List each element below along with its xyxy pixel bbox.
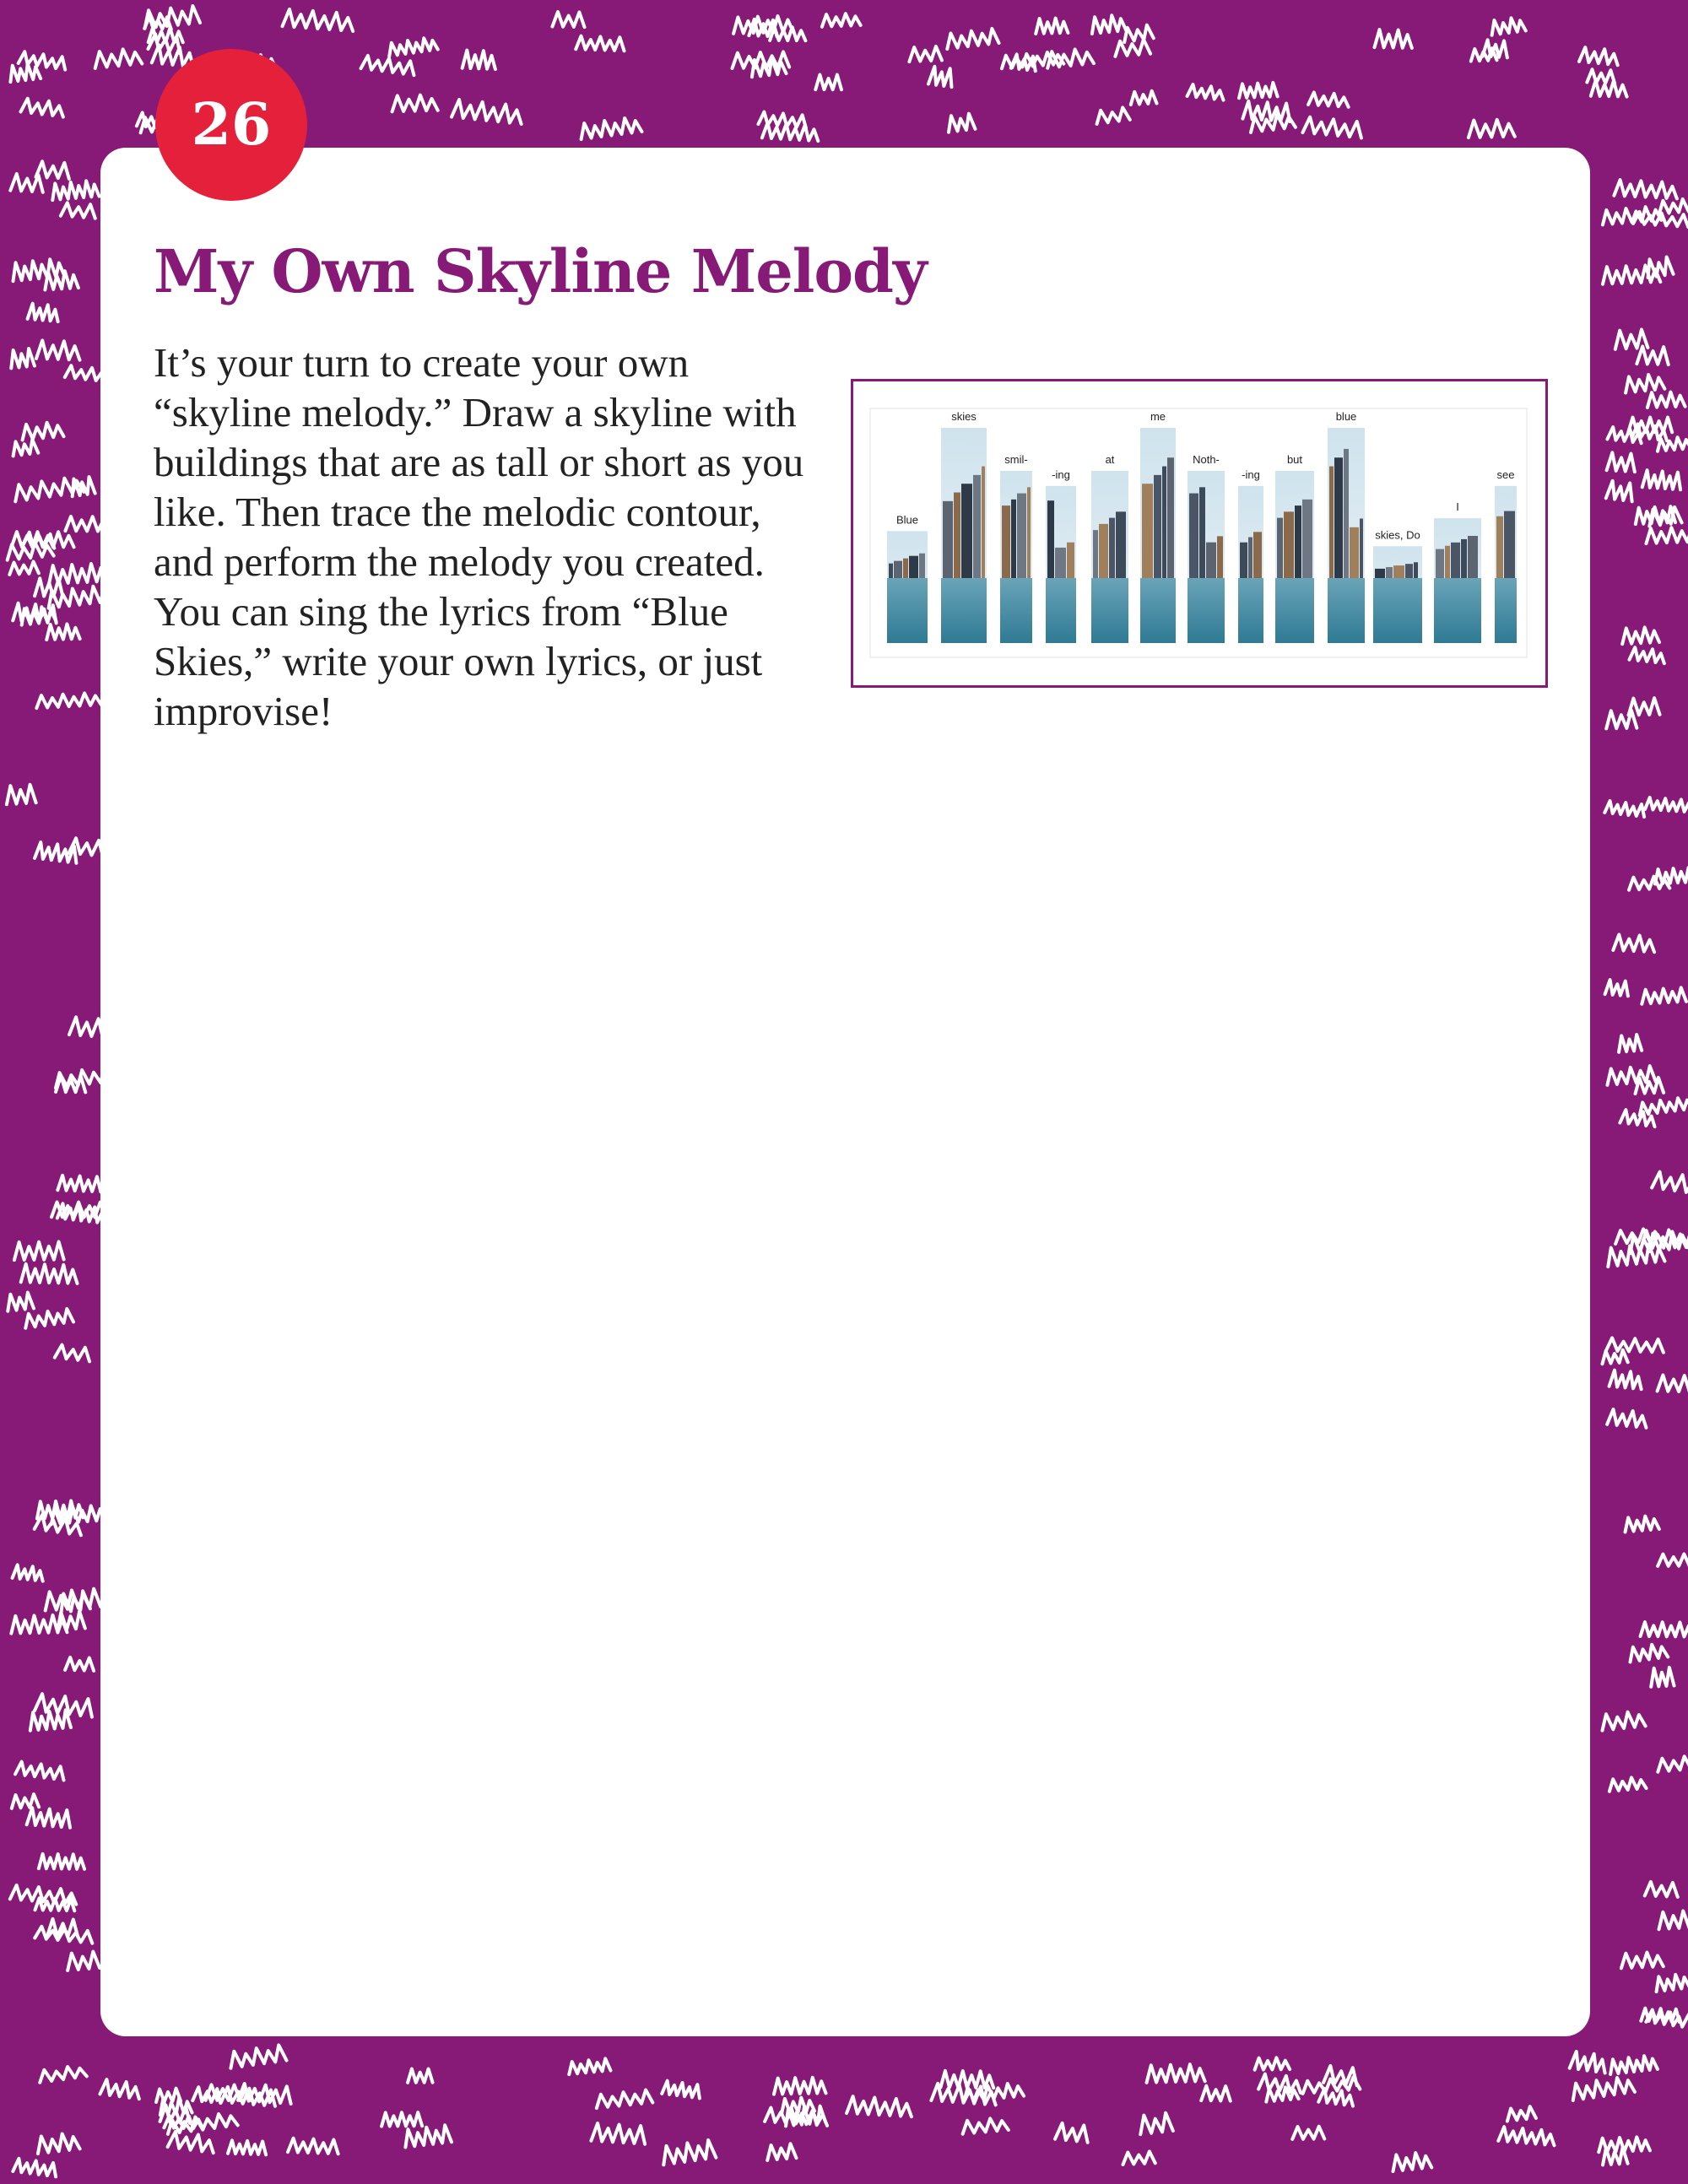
zigzag-squiggle [1618, 1035, 1642, 1052]
skyline-melody-figure [851, 379, 1548, 688]
building [1277, 518, 1283, 578]
skyline-bar [1188, 453, 1225, 643]
zigzag-squiggle [1392, 2151, 1432, 2171]
building [1468, 536, 1478, 578]
building [1393, 565, 1404, 578]
zigzag-squiggle [100, 2079, 141, 2099]
building [903, 559, 908, 578]
bar-lyric-label: skies [951, 410, 977, 423]
building [1240, 543, 1247, 578]
zigzag-squiggle [46, 624, 80, 640]
zigzag-squiggle [1238, 83, 1277, 98]
zigzag-squiggle [29, 1710, 71, 1731]
zigzag-squiggle [1254, 2057, 1290, 2070]
zigzag-squiggle [15, 1761, 65, 1781]
zigzag-squiggle [283, 8, 354, 31]
zigzag-squiggle [61, 203, 96, 219]
building [1206, 543, 1216, 578]
zigzag-squiggle [12, 439, 39, 456]
building [1375, 569, 1385, 578]
zigzag-squiggle [9, 349, 35, 369]
zigzag-squiggle [1658, 1375, 1688, 1392]
zigzag-squiggle [847, 2096, 912, 2116]
zigzag-squiggle [1629, 647, 1665, 664]
skyline-bar [1000, 453, 1032, 643]
zigzag-squiggle [1645, 1882, 1679, 1897]
building [1461, 539, 1467, 578]
bar-water [1238, 578, 1263, 643]
zigzag-squiggle [27, 1808, 72, 1828]
zigzag-squiggle [21, 421, 63, 440]
bar-water [1188, 578, 1225, 643]
zigzag-squiggle [576, 35, 625, 51]
zigzag-squiggle [36, 340, 80, 359]
zigzag-squiggle [1114, 39, 1150, 57]
building [1167, 457, 1174, 578]
zigzag-squiggle [1123, 2151, 1155, 2165]
zigzag-squiggle [1647, 392, 1685, 408]
zigzag-squiggle [1606, 711, 1637, 729]
building [1386, 567, 1393, 578]
zigzag-squiggle [1308, 92, 1349, 107]
zigzag-squiggle [35, 1898, 75, 1911]
zigzag-squiggle [38, 2064, 86, 2082]
building [973, 475, 981, 578]
zigzag-squiggle [766, 2143, 797, 2160]
bar-lyric-label: me [1150, 410, 1166, 423]
zigzag-squiggle [1628, 418, 1672, 433]
building [1002, 505, 1010, 578]
zigzag-squiggle [1635, 1078, 1664, 1094]
building [1217, 536, 1223, 578]
building [1414, 562, 1418, 578]
zigzag-squiggle [579, 116, 641, 139]
skyline-bar [1046, 468, 1076, 643]
building [1248, 538, 1252, 578]
building [1405, 564, 1413, 578]
bar-lyric-label: Blue [895, 513, 919, 527]
building [1067, 543, 1074, 578]
zigzag-squiggle [44, 270, 78, 289]
building [982, 467, 985, 578]
zigzag-squiggle [24, 1308, 73, 1327]
zigzag-squiggle [9, 561, 39, 575]
skyline-bar [887, 513, 928, 643]
zigzag-squiggle [1657, 435, 1688, 451]
zigzag-squiggle [1123, 24, 1154, 42]
bar-water [1275, 578, 1314, 643]
zigzag-squiggle [770, 27, 805, 41]
bar-lyric-label: see [1496, 468, 1515, 481]
zigzag-squiggle [1096, 107, 1130, 124]
zigzag-squiggle [781, 2097, 814, 2114]
building [1350, 527, 1359, 578]
bar-water [1046, 578, 1076, 643]
zigzag-squiggle [1090, 14, 1126, 34]
zigzag-squiggle [11, 1794, 39, 1808]
building [1027, 487, 1031, 578]
building [1360, 518, 1363, 578]
zigzag-squiggle [1642, 470, 1682, 489]
zigzag-squiggle [155, 2088, 181, 2102]
instructions-text: It’s your turn to create your own “skyline melody.” Draw a skyline with buildings that are as tall or short as you like. Then trace the melodic contour, and perform the melody you created. You can sing the lyrics from “Blue Skies,” write your own lyrics, or just improvise! [154, 339, 804, 734]
zigzag-squiggle [1658, 1910, 1688, 1929]
bar-lyric-label: at [1105, 453, 1115, 466]
zigzag-squiggle [228, 2140, 267, 2154]
zigzag-squiggle [1470, 48, 1496, 62]
building [1055, 548, 1066, 578]
zigzag-squiggle [55, 1344, 91, 1361]
zigzag-squiggle [452, 99, 523, 124]
building [1504, 511, 1515, 578]
zigzag-squiggle [928, 66, 954, 87]
zigzag-squiggle [20, 98, 64, 117]
building [1329, 467, 1334, 578]
zigzag-squiggle [1055, 2122, 1090, 2143]
building [1284, 511, 1294, 578]
building [1302, 500, 1312, 578]
zigzag-squiggle [381, 2112, 422, 2126]
bar-lyric-label: -ing [1052, 468, 1070, 481]
zigzag-squiggle [1579, 47, 1619, 66]
zigzag-squiggle [1621, 627, 1659, 645]
zigzag-squiggle [36, 161, 70, 179]
bar-water [1000, 578, 1032, 643]
zigzag-squiggle [168, 2131, 216, 2153]
zigzag-squiggle [392, 95, 438, 111]
building [1047, 500, 1054, 578]
zigzag-squiggle [65, 1657, 94, 1671]
zigzag-squiggle [909, 46, 942, 62]
zigzag-squiggle [1605, 980, 1630, 997]
bar-lyric-label: Noth- [1193, 453, 1220, 466]
zigzag-squiggle [67, 1951, 100, 1970]
zigzag-squiggle [591, 2123, 646, 2144]
bar-water [1373, 578, 1422, 643]
zigzag-squiggle [1657, 1756, 1688, 1772]
zigzag-squiggle [1139, 2112, 1173, 2134]
building [1154, 475, 1161, 578]
zigzag-squiggle [1628, 876, 1669, 890]
bar-lyric-label: -ing [1242, 468, 1260, 481]
zigzag-squiggle [13, 1565, 45, 1581]
zigzag-squiggle [403, 2125, 452, 2148]
zigzag-squiggle [408, 2068, 433, 2082]
zigzag-squiggle [1607, 1409, 1647, 1428]
zigzag-squiggle [1646, 526, 1688, 543]
building [1017, 494, 1026, 578]
zigzag-squiggle [821, 13, 860, 26]
zigzag-squiggle [1641, 1622, 1688, 1637]
zigzag-squiggle [1587, 69, 1615, 84]
building [1253, 532, 1262, 578]
zigzag-squiggle [1130, 91, 1156, 105]
zigzag-squiggle [1506, 2106, 1536, 2122]
zigzag-squiggle [1591, 80, 1627, 96]
page-title: My Own Skyline Melody [154, 236, 927, 306]
zigzag-squiggle [361, 55, 416, 75]
bar-lyric-label: but [1286, 453, 1303, 466]
zigzag-squiggle [815, 75, 841, 90]
zigzag-squiggle [13, 2158, 57, 2176]
zigzag-squiggle [1641, 987, 1686, 1004]
building [943, 501, 953, 578]
building [889, 564, 893, 578]
skyline-bar [1140, 410, 1176, 643]
bar-water [1091, 578, 1128, 643]
zigzag-squiggle [662, 2080, 701, 2098]
zigzag-squiggle [1609, 2055, 1658, 2074]
building [1162, 467, 1166, 578]
zigzag-squiggle [947, 113, 976, 132]
zigzag-squiggle [14, 1241, 64, 1260]
zigzag-squiggle [1645, 797, 1688, 813]
zigzag-squiggle [1652, 1171, 1688, 1196]
bar-water [1328, 578, 1365, 643]
zigzag-squiggle [10, 174, 44, 192]
building [1189, 494, 1198, 578]
zigzag-squiggle [1609, 1776, 1647, 1792]
zigzag-squiggle [69, 1017, 104, 1037]
bar-lyric-label: smil- [1004, 453, 1028, 466]
zigzag-squiggle [1036, 18, 1069, 34]
zigzag-squiggle [661, 2139, 716, 2165]
skyline-bar [941, 410, 987, 643]
zigzag-squiggle [1607, 452, 1636, 472]
skyline-bar [1434, 500, 1481, 643]
zigzag-squiggle [28, 303, 60, 322]
zigzag-squiggle [762, 122, 819, 141]
building [1116, 511, 1126, 578]
skyline-bar [1328, 410, 1365, 643]
zigzag-squiggle [1654, 867, 1688, 884]
skyline-bar [1275, 453, 1314, 643]
zigzag-squiggle [961, 2117, 1009, 2134]
zigzag-squiggle [51, 180, 100, 200]
building [1109, 518, 1115, 578]
building [1295, 505, 1301, 578]
zigzag-squiggle [39, 1854, 84, 1869]
skyline-bar [1495, 468, 1517, 643]
zigzag-squiggle [94, 47, 142, 68]
zigzag-squiggle [6, 1292, 34, 1311]
building [1344, 449, 1349, 578]
zigzag-squiggle [1624, 1515, 1659, 1532]
zigzag-squiggle [1292, 2127, 1324, 2139]
zigzag-squiggle [940, 2071, 993, 2088]
building [909, 556, 918, 578]
bar-lyric-label: I [1456, 500, 1459, 514]
zigzag-squiggle [1374, 30, 1412, 48]
building [1334, 457, 1343, 578]
bar-lyric-label: blue [1335, 410, 1357, 423]
building [1496, 516, 1503, 578]
zigzag-squiggle [1638, 1096, 1688, 1115]
building [1011, 500, 1016, 578]
building [919, 554, 925, 578]
zigzag-squiggle [36, 1500, 83, 1519]
zigzag-squiggle [552, 12, 584, 27]
zigzag-squiggle [288, 2138, 338, 2154]
zigzag-squiggle [1624, 373, 1664, 392]
zigzag-squiggle [1571, 2075, 1635, 2100]
zigzag-squiggle [1658, 197, 1688, 214]
building [1099, 524, 1108, 578]
zigzag-squiggle [1301, 2077, 1360, 2094]
zigzag-squiggle [36, 2132, 80, 2154]
zigzag-squiggle [1628, 1642, 1668, 1662]
skyline-photo-icon [853, 381, 1545, 685]
zigzag-squiggle [1637, 346, 1669, 365]
zigzag-squiggle [1146, 2064, 1205, 2083]
building [1199, 487, 1205, 578]
zigzag-squiggle [1606, 480, 1635, 501]
zigzag-squiggle [945, 28, 998, 49]
building [954, 493, 960, 578]
building [1445, 546, 1450, 578]
zigzag-squiggle [595, 2089, 652, 2108]
zigzag-squiggle [1620, 1952, 1664, 1968]
zigzag-squiggle [1655, 1973, 1688, 1992]
zigzag-squiggle [8, 62, 41, 82]
zigzag-squiggle [1490, 16, 1525, 35]
bar-lyric-label: skies, Do [1375, 528, 1420, 542]
zigzag-squiggle [48, 563, 106, 584]
skyline-bar [1238, 468, 1263, 643]
zigzag-squiggle [36, 692, 101, 708]
building [1093, 530, 1098, 578]
zigzag-squiggle [387, 36, 438, 56]
zigzag-squiggle [1201, 2086, 1231, 2101]
zigzag-squiggle [1650, 1668, 1674, 1687]
bar-water [887, 578, 928, 643]
skyline-bar [1091, 453, 1128, 643]
zigzag-squiggle [1613, 934, 1655, 952]
zigzag-squiggle [1606, 1338, 1664, 1352]
zigzag-squiggle [1601, 1711, 1646, 1731]
zigzag-squiggle [1188, 84, 1225, 100]
zigzag-squiggle [1570, 2051, 1608, 2073]
building [961, 484, 972, 578]
zigzag-squiggle [774, 2078, 826, 2095]
zigzag-squiggle [568, 2058, 611, 2074]
zigzag-squiggle [229, 2045, 287, 2068]
bar-water [941, 578, 987, 643]
zigzag-squiggle [1498, 2127, 1555, 2145]
zigzag-squiggle [10, 1884, 78, 1904]
zigzag-squiggle [6, 784, 36, 804]
page-number-badge: 26 [155, 49, 307, 201]
building [894, 561, 902, 578]
zigzag-squiggle [12, 532, 74, 547]
building [1451, 543, 1460, 578]
zigzag-squiggle [1658, 1554, 1688, 1566]
zigzag-squiggle [1302, 116, 1362, 138]
building [1142, 484, 1153, 578]
zigzag-squiggle [1604, 801, 1645, 817]
zigzag-squiggle [1468, 119, 1514, 138]
zigzag-squiggle [463, 50, 496, 69]
zigzag-squiggle [1610, 1370, 1643, 1389]
bar-water [1495, 578, 1517, 643]
bar-water [1434, 578, 1481, 643]
building [1436, 549, 1444, 578]
zigzag-squiggle [21, 1264, 78, 1284]
zigzag-squiggle [1614, 180, 1677, 199]
bar-water [1140, 578, 1176, 643]
